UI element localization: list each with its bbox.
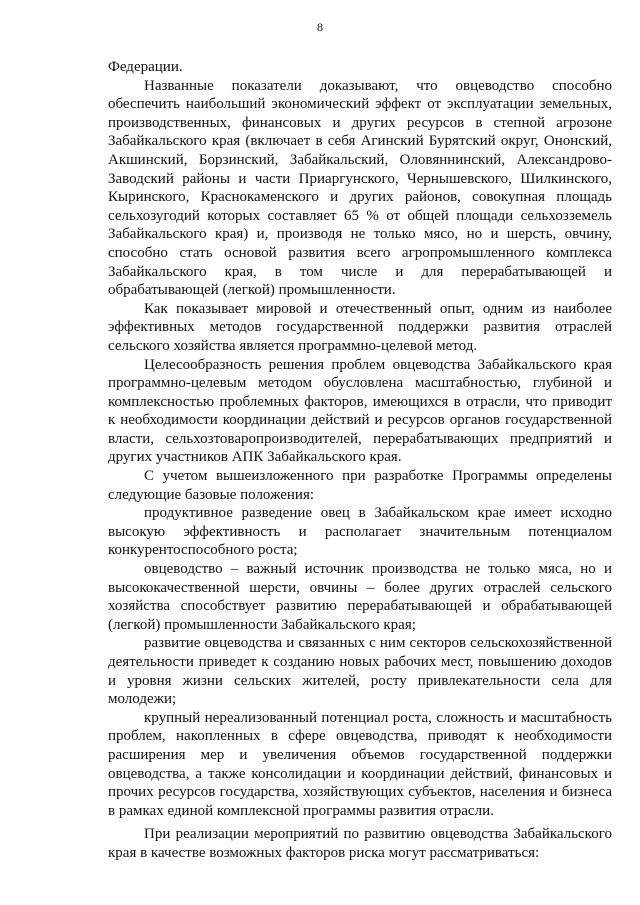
paragraph-indicators: Названные показатели доказывают, что овцеводство способно обеспечить наибольший экономический эффект от эксплуатации земельных, производственных, финансовых и других ресурсов в степной агрозоне Забайкальского края (включает в себя Агинский Бурятский округ, Ононский, Акшинский, Борзинский, Забайкальский, Оловяннинский, Александрово-Заводский районы и части Приаргунского, Чернышевского, Шилкинского, Кыринского, Краснокаменского и других районов, совокупная площадь сельхозугодий которых составляет 65 % от общей площади сельхозземель Забайкальского края) и, производя не только мясо, но и шерсть, овчину, способно стать основой развития всего агропромышленного комплекса Забайкальского края, в том числе и для перерабатывающей и обрабатывающей (легкой) промышленности.: [108, 77, 612, 299]
document-body: [108, 58, 612, 863]
paragraph-program-method: Целесообразность решения проблем овцеводства Забайкальского края программно-целевым методом обусловлена масштабностью, глубиной и комплексностью проблемных факторов, имеющихся в отрасли, что приводит к необходимости координации действий и ресурсов органов государственной власти, сельхозтоваропроизводителей, перерабатывающих предприятий и других участников АПК Забайкальского края.: [108, 356, 612, 466]
paragraph-world-experience: Как показывает мировой и отечественный опыт, одним из наиболее эффективных методов государственной поддержки развития отраслей сельского хозяйства является программно-целевой метод.: [108, 300, 612, 354]
paragraph-risk-factors: При реализации мероприятий по развитию овцеводства Забайкальского края в качестве возможных факторов риска могут рассматриваться:: [108, 826, 612, 861]
list-item-jobs-development: развитие овцеводства и связанных с ним секторов сельскохозяйственной деятельности приведет к созданию новых рабочих мест, повышению доходов и уровня жизни сельских жителей, росту привлекательности села для молодежи;: [108, 635, 612, 708]
list-item-unrealized-potential: крупный нереализованный потенциал роста, сложность и масштабность проблем, накопленных в сфере овцеводства, приводят к необходимости расширения мер и увеличения объемов государственной поддержки овцеводства, а также консолидации и координации действий, финансовых и прочих ресурсов государства, хозяйствующих субъектов, населения и бизнеса в рамках единой комплексной программы развития отрасли.: [108, 709, 612, 819]
list-item-productive-breeding: продуктивное разведение овец в Забайкальском крае имеет исходно высокую эффективность и располагает значительным потенциалом конкурентоспособного роста;: [108, 505, 612, 559]
page-number: 8: [317, 20, 323, 34]
list-item-sheep-breeding-source: овцеводство – важный источник производства не только мяса, но и высококачественной шерсти, овчины – более других отраслей сельского хозяйства способствует развитию перерабатывающей и обрабатывающей (легкой) промышленности Забайкальского края;: [108, 561, 612, 633]
paragraph-basic-provisions: С учетом вышеизложенного при разработке Программы определены следующие базовые положения:: [108, 468, 612, 503]
paragraph-continuation: Федерации.: [108, 59, 183, 75]
